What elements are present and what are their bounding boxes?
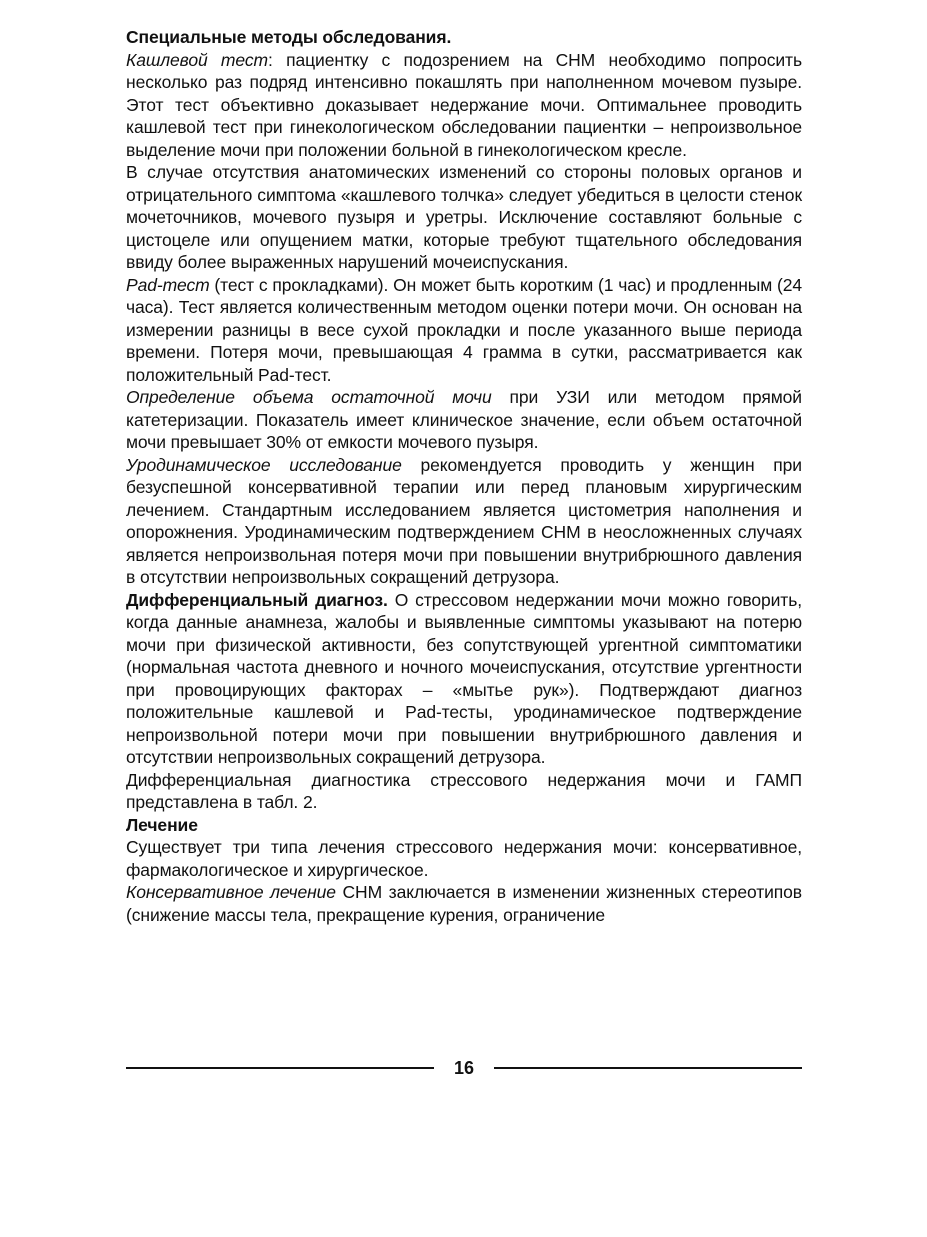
text-urodynamic: рекомендуется проводить у женщин при безуспешной консервативной терапии или перед плановым хирургическим лечением. Стандартным исследованием является цистометрия наполнения и опорожнения. Уродинамическим подтверждением СНМ в неосложненных случаях является непроизвольная потеря мочи при повышении внутрибрюшного давления в отсутствии непроизвольных сокращений детрузора. bbox=[126, 454, 802, 587]
page-body bbox=[126, 26, 802, 926]
paragraph-differential-table-ref: Дифференциальная диагностика стрессового недержания мочи и ГАМП представлена в табл. 2. bbox=[126, 769, 802, 812]
term-pad-test: Pad-тест bbox=[126, 274, 210, 295]
paragraph-residual-urine bbox=[126, 386, 802, 454]
page-number: 16 bbox=[453, 1057, 475, 1078]
text-conservative: СНМ заключается в изменении жизненных стереотипов (снижение массы тела, прекращение курения, ограничение bbox=[126, 882, 802, 925]
term-urodynamic: Уродинамическое исследование bbox=[126, 454, 402, 475]
footer-rule-left bbox=[126, 1067, 434, 1069]
page-footer bbox=[126, 1056, 802, 1080]
paragraph-conservative bbox=[126, 881, 802, 926]
section-heading-differential: Дифференциальный диагноз. bbox=[126, 589, 388, 610]
text-cough-test: : пациентку с подозрением на СНМ необходимо попросить несколько раз подряд интенсивно покашлять при наполненном мочевом пузыре. Этот тест объективно доказывает недержание мочи. Оптимальнее проводить кашлевой тест при гинекологическом обследовании пациентки – непроизвольное выделение мочи при положении больной в гинекологическом кресле. bbox=[126, 49, 802, 160]
paragraph-anatomical: В случае отсутствия анатомических изменений со стороны половых органов и отрицательного симптома «кашлевого толчка» следует убедиться в целости стенок мочеточников, мочевого пузыря и уретры. Исключение составляют больные с цистоцеле или опущением матки, которые требуют тщательного обследования ввиду более выраженных нарушений мочеиспускания. bbox=[126, 162, 802, 272]
paragraph-urodynamic bbox=[126, 454, 802, 589]
footer-rule-right bbox=[494, 1067, 802, 1069]
term-cough-test: Кашлевой тест bbox=[126, 49, 268, 70]
paragraph-differential-diagnosis bbox=[126, 589, 802, 769]
section-heading-special-methods: Специальные методы обследования. bbox=[126, 27, 452, 47]
term-residual-urine: Определение объема остаточной мочи bbox=[126, 387, 492, 407]
paragraph-pad-test bbox=[126, 274, 802, 387]
paragraph-treatment-types: Существует три типа лечения стрессового недержания мочи: консервативное, фармакологическое и хирургическое. bbox=[126, 837, 802, 880]
section-heading-treatment: Лечение bbox=[126, 814, 198, 835]
paragraph-cough-test bbox=[126, 49, 802, 162]
text-pad-test: (тест с прокладками). Он может быть коротким (1 час) и продленным (24 часа). Тест является количественным методом оценки потери мочи. Он основан на измерении разницы в весе сухой прокладки и после указанного выше периода времени. Потеря мочи, превышающая 4 грамма в сутки, рассматривается как положительный Pad-тест. bbox=[126, 274, 802, 385]
text-residual-urine: при УЗИ или методом прямой катетеризации. Показатель имеет клиническое значение, если объем остаточной мочи превышает 30% от емкости мочевого пузыря. bbox=[126, 387, 802, 452]
term-conservative: Консервативное лечение bbox=[126, 882, 336, 902]
text-differential: О стрессовом недержании мочи можно говорить, когда данные анамнеза, жалобы и выявленные симптомы указывают на потерю мочи при физической активности, без сопутствующей ургентной симптоматики (нормальная частота дневного и ночного мочеиспускания, отсутствие ургентности при провоцирующих факторах – «мытье рук»). Подтверждают диагноз положительные кашлевой и Pad-тесты, уродинамическое подтверждение непроизвольной потери мочи при повышении внутрибрюшного давления и отсутствии непроизвольных сокращений детрузора. bbox=[126, 589, 802, 767]
